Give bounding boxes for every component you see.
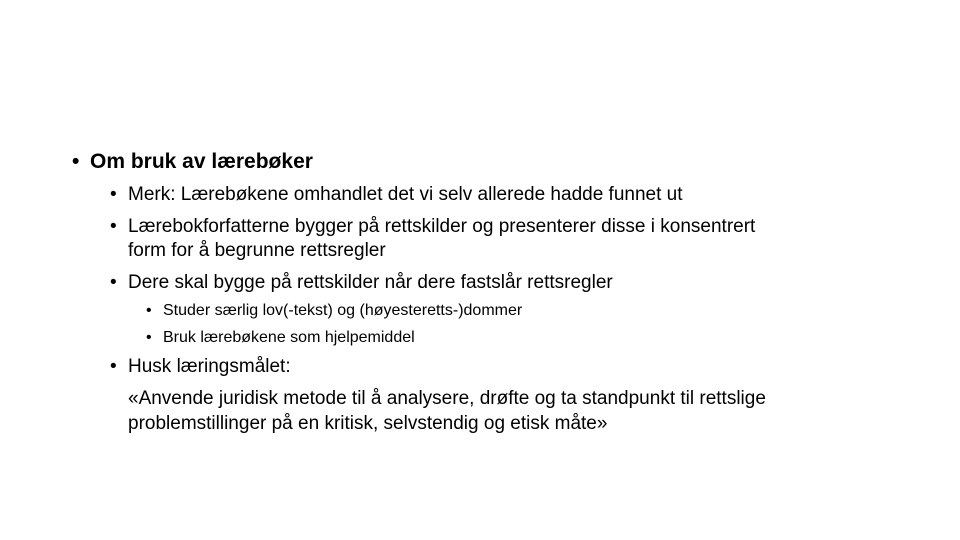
- list-item: [110, 184, 683, 206]
- bullet-icon: •: [72, 150, 80, 173]
- bullet-icon: •: [146, 302, 152, 319]
- list-item-text: Lærebokforfatterne bygger på rettskilder og presenterer disse i konsentrert: [128, 216, 756, 237]
- list-item: [110, 356, 291, 378]
- bullet-icon: •: [110, 184, 117, 205]
- bullet-icon: •: [146, 329, 152, 346]
- bullet-icon: •: [110, 356, 117, 377]
- list-item-text: Dere skal bygge på rettskilder når dere fastslår rettsregler: [128, 272, 613, 293]
- list-item-text: Merk: Lærebøkene omhandlet det vi selv allerede hadde funnet ut: [128, 184, 683, 205]
- goal-quote-line: [128, 413, 607, 435]
- goal-quote-text: «Anvende juridisk metode til å analysere, drøfte og ta standpunkt til rettslige: [128, 388, 766, 409]
- list-item-text: form for å begrunne rettsregler: [128, 240, 386, 261]
- sub-list-item: [146, 329, 415, 347]
- heading-item: [72, 150, 313, 174]
- heading-text: Om bruk av lærebøker: [90, 150, 313, 173]
- bullet-icon: •: [110, 216, 117, 237]
- sub-list-item: [146, 302, 522, 320]
- list-item-continuation: [128, 240, 386, 262]
- list-item: [110, 216, 755, 238]
- bullet-icon: •: [110, 272, 117, 293]
- goal-label: Husk læringsmålet:: [128, 356, 291, 377]
- sub-list-item-text: Bruk lærebøkene som hjelpemiddel: [163, 329, 415, 346]
- goal-quote-line: [128, 388, 766, 410]
- goal-quote-text: problemstillinger på en kritisk, selvstendig og etisk måte»: [128, 413, 608, 434]
- list-item: [110, 272, 613, 294]
- sub-list-item-text: Studer særlig lov(-tekst) og (høyesteretts-)dommer: [163, 302, 523, 319]
